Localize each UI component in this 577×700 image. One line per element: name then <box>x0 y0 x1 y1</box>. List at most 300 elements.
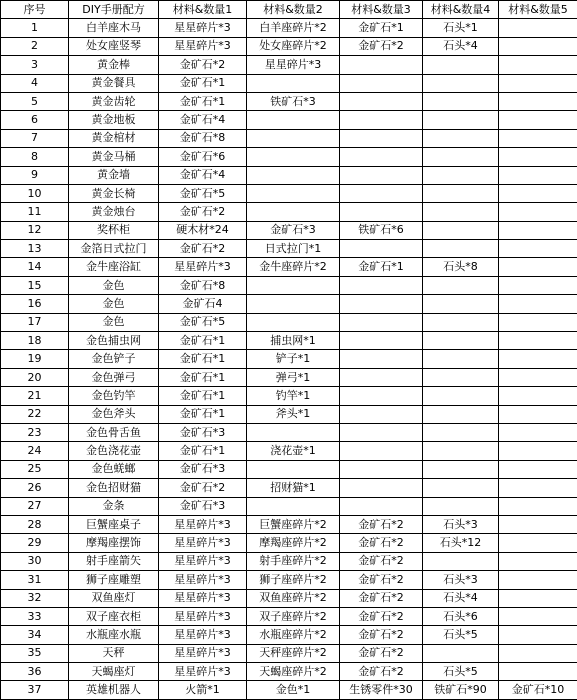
recipe-cell: 黄金墙 <box>69 166 159 184</box>
recipe-cell: 金色 <box>69 276 159 294</box>
material-3-cell <box>340 74 423 92</box>
material-1-cell: 星星碎片*3 <box>159 663 247 681</box>
material-2-cell <box>247 74 340 92</box>
material-4-cell <box>423 129 499 147</box>
material-5-cell <box>499 295 577 313</box>
index-cell: 2 <box>1 37 69 55</box>
table-row <box>1 552 577 570</box>
index-cell: 12 <box>1 221 69 239</box>
table-row <box>1 681 577 699</box>
recipe-cell: 金色钓竿 <box>69 387 159 405</box>
index-cell: 25 <box>1 460 69 478</box>
material-2-cell: 射手座碎片*2 <box>247 552 340 570</box>
material-1-cell: 金矿石*6 <box>159 148 247 166</box>
table-row <box>1 203 577 221</box>
material-1-cell: 金矿石*1 <box>159 387 247 405</box>
table-row <box>1 37 577 55</box>
index-cell: 33 <box>1 607 69 625</box>
table-row <box>1 240 577 258</box>
recipe-cell: 英雄机器人 <box>69 681 159 699</box>
material-1-cell: 金矿石*5 <box>159 184 247 202</box>
recipe-cell: 黄金齿轮 <box>69 92 159 110</box>
material-3-cell <box>340 423 423 441</box>
material-5-cell <box>499 221 577 239</box>
material-1-cell: 金矿石*1 <box>159 405 247 423</box>
material-3-cell: 金矿石*1 <box>340 258 423 276</box>
material-4-cell <box>423 313 499 331</box>
header-row <box>1 1 577 19</box>
material-3-cell: 金矿石*2 <box>340 589 423 607</box>
material-1-cell: 金矿石*3 <box>159 460 247 478</box>
material-1-cell: 金矿石*1 <box>159 368 247 386</box>
material-1-cell: 金矿石*3 <box>159 497 247 515</box>
material-2-cell <box>247 111 340 129</box>
material-3-cell <box>340 479 423 497</box>
table-row <box>1 92 577 110</box>
recipe-cell: 黄金马桶 <box>69 148 159 166</box>
material-2-cell <box>247 184 340 202</box>
material-5-cell <box>499 184 577 202</box>
material-1-cell: 金矿石*8 <box>159 276 247 294</box>
header-cell-material-1: 材料&数量1 <box>159 1 247 19</box>
material-3-cell <box>340 387 423 405</box>
material-2-cell: 捕虫网*1 <box>247 332 340 350</box>
material-5-cell <box>499 515 577 533</box>
material-3-cell: 金矿石*2 <box>340 37 423 55</box>
index-cell: 18 <box>1 332 69 350</box>
recipe-cell: 水瓶座水瓶 <box>69 626 159 644</box>
table-row <box>1 221 577 239</box>
material-4-cell: 石头*5 <box>423 626 499 644</box>
index-cell: 21 <box>1 387 69 405</box>
material-2-cell: 铁矿石*3 <box>247 92 340 110</box>
material-3-cell <box>340 111 423 129</box>
index-cell: 4 <box>1 74 69 92</box>
table-row <box>1 479 577 497</box>
recipe-cell: 白羊座木马 <box>69 19 159 37</box>
material-5-cell <box>499 350 577 368</box>
recipe-cell: 天蝎座灯 <box>69 663 159 681</box>
material-2-cell <box>247 423 340 441</box>
table-row <box>1 589 577 607</box>
material-5-cell <box>499 332 577 350</box>
material-3-cell <box>340 313 423 331</box>
index-cell: 36 <box>1 663 69 681</box>
table-row <box>1 626 577 644</box>
material-5-cell <box>499 442 577 460</box>
material-5-cell <box>499 203 577 221</box>
index-cell: 27 <box>1 497 69 515</box>
material-1-cell: 金矿石*4 <box>159 111 247 129</box>
table-row <box>1 19 577 37</box>
material-3-cell <box>340 332 423 350</box>
material-2-cell: 斧头*1 <box>247 405 340 423</box>
table-row <box>1 129 577 147</box>
material-4-cell <box>423 221 499 239</box>
material-3-cell <box>340 166 423 184</box>
material-4-cell: 石头*12 <box>423 534 499 552</box>
material-4-cell <box>423 460 499 478</box>
index-cell: 34 <box>1 626 69 644</box>
material-2-cell: 钓竿*1 <box>247 387 340 405</box>
material-3-cell: 铁矿石*6 <box>340 221 423 239</box>
material-1-cell: 金矿石*1 <box>159 442 247 460</box>
material-1-cell: 金矿石*1 <box>159 92 247 110</box>
table-row <box>1 405 577 423</box>
material-4-cell: 石头*6 <box>423 607 499 625</box>
index-cell: 14 <box>1 258 69 276</box>
material-4-cell <box>423 56 499 74</box>
material-5-cell <box>499 313 577 331</box>
material-1-cell: 星星碎片*3 <box>159 258 247 276</box>
material-5-cell <box>499 552 577 570</box>
table-row <box>1 111 577 129</box>
recipe-cell: 处女座竖琴 <box>69 37 159 55</box>
table-row <box>1 607 577 625</box>
material-4-cell: 石头*8 <box>423 258 499 276</box>
material-5-cell <box>499 368 577 386</box>
material-4-cell <box>423 442 499 460</box>
material-1-cell: 星星碎片*3 <box>159 19 247 37</box>
material-3-cell <box>340 497 423 515</box>
index-cell: 17 <box>1 313 69 331</box>
header-cell-material-2: 材料&数量2 <box>247 1 340 19</box>
material-1-cell: 金矿石*5 <box>159 313 247 331</box>
material-1-cell: 金矿石*1 <box>159 74 247 92</box>
material-3-cell <box>340 129 423 147</box>
material-1-cell: 星星碎片*3 <box>159 534 247 552</box>
material-1-cell: 金矿石*8 <box>159 129 247 147</box>
recipe-cell: 金色 <box>69 295 159 313</box>
material-1-cell: 金矿石*1 <box>159 332 247 350</box>
index-cell: 1 <box>1 19 69 37</box>
material-4-cell <box>423 184 499 202</box>
material-1-cell: 硬木材*24 <box>159 221 247 239</box>
material-5-cell <box>499 240 577 258</box>
material-5-cell <box>499 37 577 55</box>
recipe-cell: 金色 <box>69 313 159 331</box>
index-cell: 29 <box>1 534 69 552</box>
material-5-cell <box>499 19 577 37</box>
table-row <box>1 258 577 276</box>
material-2-cell: 招财猫*1 <box>247 479 340 497</box>
recipe-cell: 黄金棒 <box>69 56 159 74</box>
index-cell: 28 <box>1 515 69 533</box>
material-3-cell <box>340 148 423 166</box>
material-2-cell: 金色*1 <box>247 681 340 699</box>
material-4-cell: 石头*4 <box>423 589 499 607</box>
table-row <box>1 644 577 662</box>
material-3-cell <box>340 295 423 313</box>
table-row <box>1 423 577 441</box>
table-row <box>1 460 577 478</box>
material-2-cell <box>247 148 340 166</box>
material-5-cell: 金矿石*10 <box>499 681 577 699</box>
material-4-cell <box>423 368 499 386</box>
material-5-cell <box>499 148 577 166</box>
material-3-cell: 金矿石*2 <box>340 515 423 533</box>
index-cell: 16 <box>1 295 69 313</box>
index-cell: 22 <box>1 405 69 423</box>
material-5-cell <box>499 460 577 478</box>
table-row <box>1 56 577 74</box>
recipe-cell: 奖杯柜 <box>69 221 159 239</box>
material-3-cell <box>340 56 423 74</box>
material-3-cell <box>340 368 423 386</box>
material-4-cell <box>423 479 499 497</box>
material-4-cell: 石头*3 <box>423 515 499 533</box>
material-2-cell <box>247 276 340 294</box>
material-3-cell: 金矿石*2 <box>340 552 423 570</box>
recipe-cell: 金箔日式拉门 <box>69 240 159 258</box>
recipe-cell: 金色蜣螂 <box>69 460 159 478</box>
material-2-cell: 金牛座碎片*2 <box>247 258 340 276</box>
material-3-cell <box>340 350 423 368</box>
index-cell: 37 <box>1 681 69 699</box>
material-3-cell <box>340 92 423 110</box>
material-5-cell <box>499 571 577 589</box>
header-cell-material-5: 材料&数量5 <box>499 1 577 19</box>
material-2-cell: 星星碎片*3 <box>247 56 340 74</box>
recipe-cell: 黄金餐具 <box>69 74 159 92</box>
material-4-cell: 石头*5 <box>423 663 499 681</box>
material-5-cell <box>499 129 577 147</box>
table-body <box>1 19 577 699</box>
material-3-cell: 金矿石*2 <box>340 626 423 644</box>
material-3-cell <box>340 442 423 460</box>
material-3-cell: 金矿石*2 <box>340 644 423 662</box>
index-cell: 9 <box>1 166 69 184</box>
material-1-cell: 金矿石*2 <box>159 479 247 497</box>
material-3-cell: 金矿石*2 <box>340 534 423 552</box>
material-2-cell: 双子座碎片*2 <box>247 607 340 625</box>
material-4-cell <box>423 276 499 294</box>
material-5-cell <box>499 166 577 184</box>
material-3-cell: 金矿石*1 <box>340 19 423 37</box>
material-2-cell <box>247 460 340 478</box>
recipe-cell: 金牛座浴缸 <box>69 258 159 276</box>
material-3-cell <box>340 203 423 221</box>
material-4-cell <box>423 240 499 258</box>
index-cell: 5 <box>1 92 69 110</box>
material-5-cell <box>499 423 577 441</box>
material-2-cell: 摩羯座碎片*2 <box>247 534 340 552</box>
material-4-cell <box>423 405 499 423</box>
recipe-cell: 金色斧头 <box>69 405 159 423</box>
index-cell: 11 <box>1 203 69 221</box>
table-row <box>1 368 577 386</box>
recipe-cell: 射手座箭矢 <box>69 552 159 570</box>
recipe-cell: 巨蟹座桌子 <box>69 515 159 533</box>
material-1-cell: 金矿石*2 <box>159 56 247 74</box>
index-cell: 23 <box>1 423 69 441</box>
table-row <box>1 534 577 552</box>
recipe-cell: 金色弹弓 <box>69 368 159 386</box>
material-5-cell <box>499 607 577 625</box>
material-2-cell <box>247 313 340 331</box>
material-1-cell: 金矿石*1 <box>159 350 247 368</box>
material-1-cell: 星星碎片*3 <box>159 37 247 55</box>
table-row <box>1 148 577 166</box>
index-cell: 31 <box>1 571 69 589</box>
material-4-cell <box>423 166 499 184</box>
table-row <box>1 332 577 350</box>
index-cell: 30 <box>1 552 69 570</box>
recipe-cell: 金条 <box>69 497 159 515</box>
material-4-cell: 石头*4 <box>423 37 499 55</box>
recipe-cell: 金色捕虫网 <box>69 332 159 350</box>
recipe-cell: 双子座衣柜 <box>69 607 159 625</box>
material-1-cell: 星星碎片*3 <box>159 552 247 570</box>
material-5-cell <box>499 74 577 92</box>
index-cell: 10 <box>1 184 69 202</box>
material-2-cell: 巨蟹座碎片*2 <box>247 515 340 533</box>
material-1-cell: 星星碎片*3 <box>159 607 247 625</box>
recipe-cell: 黄金地板 <box>69 111 159 129</box>
material-5-cell <box>499 111 577 129</box>
material-4-cell <box>423 148 499 166</box>
material-3-cell <box>340 240 423 258</box>
material-5-cell <box>499 405 577 423</box>
material-5-cell <box>499 56 577 74</box>
material-1-cell: 星星碎片*3 <box>159 626 247 644</box>
index-cell: 6 <box>1 111 69 129</box>
material-4-cell <box>423 332 499 350</box>
recipe-cell: 天秤 <box>69 644 159 662</box>
material-4-cell <box>423 92 499 110</box>
index-cell: 24 <box>1 442 69 460</box>
material-2-cell: 处女座碎片*2 <box>247 37 340 55</box>
table-row <box>1 74 577 92</box>
material-4-cell: 石头*1 <box>423 19 499 37</box>
material-3-cell <box>340 276 423 294</box>
recipe-cell: 金色招财猫 <box>69 479 159 497</box>
material-2-cell: 狮子座碎片*2 <box>247 571 340 589</box>
header-cell-recipe: DIY手册配方 <box>69 1 159 19</box>
material-3-cell <box>340 405 423 423</box>
header-cell-material-3: 材料&数量3 <box>340 1 423 19</box>
table-row <box>1 350 577 368</box>
recipe-cell: 金色骨舌鱼 <box>69 423 159 441</box>
material-5-cell <box>499 644 577 662</box>
material-2-cell: 天秤座碎片*2 <box>247 644 340 662</box>
material-4-cell: 铁矿石*90 <box>423 681 499 699</box>
index-cell: 35 <box>1 644 69 662</box>
material-1-cell: 金矿石4 <box>159 295 247 313</box>
material-5-cell <box>499 276 577 294</box>
material-4-cell <box>423 497 499 515</box>
material-3-cell: 金矿石*2 <box>340 663 423 681</box>
material-3-cell: 金矿石*2 <box>340 607 423 625</box>
material-2-cell: 铲子*1 <box>247 350 340 368</box>
material-3-cell <box>340 460 423 478</box>
material-1-cell: 金矿石*2 <box>159 203 247 221</box>
table-row <box>1 184 577 202</box>
index-cell: 15 <box>1 276 69 294</box>
material-5-cell <box>499 589 577 607</box>
recipe-cell: 摩羯座摆饰 <box>69 534 159 552</box>
recipe-cell: 黄金棺材 <box>69 129 159 147</box>
recipe-cell: 金色铲子 <box>69 350 159 368</box>
material-3-cell: 金矿石*2 <box>340 571 423 589</box>
material-4-cell <box>423 111 499 129</box>
material-3-cell: 生锈零件*30 <box>340 681 423 699</box>
table-row <box>1 166 577 184</box>
table-row <box>1 571 577 589</box>
material-1-cell: 火箭*1 <box>159 681 247 699</box>
material-4-cell: 石头*3 <box>423 571 499 589</box>
index-cell: 32 <box>1 589 69 607</box>
material-1-cell: 星星碎片*3 <box>159 644 247 662</box>
recipe-cell: 双鱼座灯 <box>69 589 159 607</box>
material-5-cell <box>499 663 577 681</box>
material-1-cell: 金矿石*3 <box>159 423 247 441</box>
material-5-cell <box>499 534 577 552</box>
table-row <box>1 276 577 294</box>
index-cell: 7 <box>1 129 69 147</box>
material-2-cell <box>247 497 340 515</box>
material-4-cell <box>423 644 499 662</box>
recipe-cell: 狮子座雕塑 <box>69 571 159 589</box>
table-row <box>1 663 577 681</box>
material-4-cell <box>423 423 499 441</box>
index-cell: 13 <box>1 240 69 258</box>
material-5-cell <box>499 626 577 644</box>
table-row <box>1 497 577 515</box>
material-2-cell <box>247 129 340 147</box>
material-4-cell <box>423 350 499 368</box>
header-cell-material-4: 材料&数量4 <box>423 1 499 19</box>
material-2-cell: 金矿石*3 <box>247 221 340 239</box>
table-row <box>1 295 577 313</box>
recipe-cell: 黄金烛台 <box>69 203 159 221</box>
material-4-cell <box>423 74 499 92</box>
material-2-cell <box>247 166 340 184</box>
material-1-cell: 星星碎片*3 <box>159 589 247 607</box>
material-1-cell: 星星碎片*3 <box>159 571 247 589</box>
material-2-cell: 天蝎座碎片*2 <box>247 663 340 681</box>
material-4-cell <box>423 295 499 313</box>
table-row <box>1 387 577 405</box>
material-2-cell: 水瓶座碎片*2 <box>247 626 340 644</box>
material-4-cell <box>423 387 499 405</box>
material-2-cell: 白羊座碎片*2 <box>247 19 340 37</box>
table-row <box>1 515 577 533</box>
index-cell: 19 <box>1 350 69 368</box>
index-cell: 26 <box>1 479 69 497</box>
material-2-cell: 弹弓*1 <box>247 368 340 386</box>
material-2-cell: 双鱼座碎片*2 <box>247 589 340 607</box>
material-5-cell <box>499 258 577 276</box>
material-1-cell: 星星碎片*3 <box>159 515 247 533</box>
recipe-cell: 金色浇花壶 <box>69 442 159 460</box>
index-cell: 3 <box>1 56 69 74</box>
material-5-cell <box>499 92 577 110</box>
material-4-cell <box>423 552 499 570</box>
material-2-cell: 浇花壶*1 <box>247 442 340 460</box>
material-2-cell <box>247 203 340 221</box>
material-1-cell: 金矿石*4 <box>159 166 247 184</box>
index-cell: 8 <box>1 148 69 166</box>
material-2-cell <box>247 295 340 313</box>
material-3-cell <box>340 184 423 202</box>
material-2-cell: 日式拉门*1 <box>247 240 340 258</box>
header-cell-index: 序号 <box>1 1 69 19</box>
material-5-cell <box>499 479 577 497</box>
material-5-cell <box>499 387 577 405</box>
table-row <box>1 442 577 460</box>
table-row <box>1 313 577 331</box>
